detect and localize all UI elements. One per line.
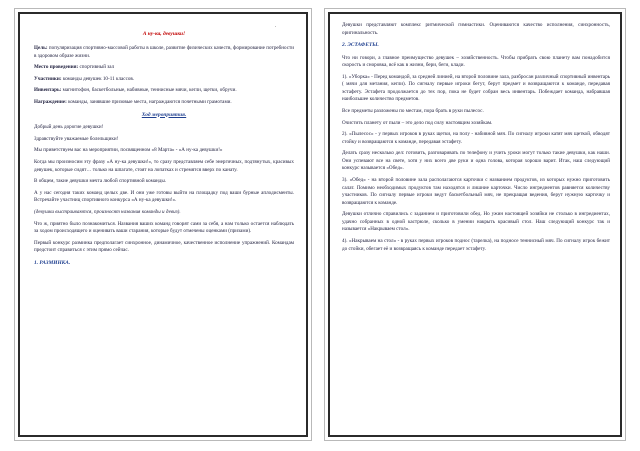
- field-participants-value: команды девушек 10-11 классов.: [61, 75, 135, 82]
- paragraph-first-contest: Первый конкурс разминка предполагает синхронное, динамичное, качественное исполнение упражнений. Командам предстоит справиться с этим прямо сейчас.: [34, 239, 294, 254]
- paragraph-table-setting-lead: Девушки отлично справились с заданием и приготовили обед. Но ужин настоящей хозяйки не столько в ингредиентах, удачно собранных в одной кастрюле, сколько в умении накрыть красивый стол. Наш следующий конкурс так и называется «Накрываем стол».: [342, 211, 610, 233]
- field-participants-label: Участники:: [34, 75, 62, 82]
- field-equipment-label: Инвентарь:: [34, 87, 62, 94]
- paragraph-phrase-description: Когда мы произносим эту фразу «А ну-ка девушки!», то сразу представляем себе энергичных, подтянутых, красивых девушек, которые сидят… только на шпагате, стоят на лопатках и стремятся вверх по канату.: [34, 159, 294, 173]
- paragraph-vacuum-lead-2: Очистить планету от пыли – это дело под силу настоящим хозяйкам.: [342, 119, 493, 126]
- left-page-border: [14, 8, 312, 441]
- field-venue-label: Место проведения:: [34, 64, 79, 71]
- stage-direction: (девушки выстраиваются, произносят названия команды и девиз).: [34, 209, 181, 215]
- left-page-slot: [0, 0, 318, 451]
- left-page: [18, 12, 308, 437]
- paragraph-greeting-1: Добрый день дорогие девушки!: [34, 124, 104, 131]
- right-page: [328, 12, 622, 437]
- right-page-slot: [318, 0, 640, 451]
- paragraph-greeting-2: Здравствуйте уважаемые болельщики!: [34, 135, 119, 142]
- relay-1-cleanup: 1). «Уборка» - Перед командой, за средней линией, на второй половине зала, разбросан различный спортивный инвентарь ( мячи для метания, кегли). По сигналу первые игроки бегут, берут предмет и возвращаются к команде, передавая эстафету. Эстафета продолжается до тех пор, пока не будет собран весь инвентарь. Побеждает команда, набравшая наибольшее количество предметов.: [342, 73, 610, 103]
- document-title: А ну-ка, девушки!: [142, 31, 186, 37]
- section-heading-progress: Ход мероприятия.: [141, 111, 187, 118]
- page-marker-dot: .: [274, 24, 276, 29]
- section-heading-warmup: 1. РАЗМИНКА.: [34, 259, 71, 266]
- paragraph-nice-to-meet: Что ж, приятно было познакомиться. Названия ваших команд говорят сами за себя, а нам только остается наблюдать за ходом происходящего и оценивать ваши старания, которые будут отмечены оценками (призами).: [34, 220, 294, 235]
- paragraph-multitasking: Делать сразу несколько дел: готовить, разговаривать по телефону и учить уроки могут только такие девушки, как наши. Они успевают все на свете, хотя у них всего две руки и одна голова, которая хорошо варит. Итак, наш следующий конкурс называется «Обед».: [342, 150, 610, 172]
- paragraph-welcome: Мы приветствуем вас на мероприятии, посвященном «8 Марта» - «А ну-ка девушки!»: [34, 147, 223, 154]
- relay-2-vacuum: 2). «Пылесос» - у первых игроков в руках щетки, на полу - набивной мяч. По сигналу игроки катят мяч щеткой, обводят стойку и возвращаются к команде, передавая эстафету.: [342, 131, 610, 145]
- relay-3-lunch: 3). «Обед» - на второй половине зала располагаются карточки с названием продуктов, из которых нужно приготовить салат. Помимо необходимых продуктов там находятся и лишние карточки. Число ингредиентов равняется количеству участников. По сигналу первые игроки ведут баскетбольный мяч, не прекращая ведения, берут нужную карточку и возвращаются к команде.: [342, 177, 610, 206]
- field-equipment: [34, 87, 294, 95]
- right-page-border: [324, 8, 626, 441]
- paragraph-housekeeping-intro: Что ни говори, а главное преимущество девушек – хозяйственность. Чтобы прибрать свою планету вам понадобится скорость и сноровка, всё как в жизни, бери, беги, клади.: [342, 54, 610, 69]
- field-venue: [34, 64, 294, 72]
- field-goal-label: Цель:: [34, 45, 48, 52]
- relay-4-set-the-table: 4). «Накрываем на стол» - в руках первых игроков поднос (тарелка), на подносе теннисный мяч. По сигналу игрок бежит до стойки, обегает её и возвращаясь к команде передает эстафету.: [342, 238, 610, 252]
- paragraph-dream-team: В общем, такие девушки мечта любой спортивной команды.: [34, 178, 167, 185]
- section-heading-relays: 2. ЭСТАФЕТЫ.: [342, 42, 379, 49]
- field-awards-value: команды, занявшие призовые места, награждаются почетными грамотами.: [66, 99, 232, 106]
- field-awards: [34, 99, 294, 107]
- field-participants: [34, 76, 294, 84]
- paragraph-vacuum-lead-1: Все предметы разложены по местам, пора брать в руки пылесос.: [342, 108, 484, 114]
- paragraph-two-teams: А у нас сегодня таких команд целых две. И они уже готовы выйти на площадку под ваши бурные аплодисменты. Встречайте участниц спортивного конкурса «А ну-ка девушки!».: [34, 189, 294, 204]
- paragraph-gymnastics-intro: Девушки представляют комплекс ритмической гимнастики. Оцениваются качество исполнения, синхронность, оригинальность.: [342, 22, 610, 36]
- field-goal: [34, 45, 294, 60]
- field-venue-value: спортивный зал: [78, 64, 115, 71]
- field-goal-value: популяризация спортивно-массовой работы в школе, развитие физических качеств, формирование потребности в здоровом образе жизни.: [34, 45, 294, 59]
- field-equipment-value: магнитофон, баскетбольные, набивные, теннисные мячи, кегли, щетки, обручи.: [61, 87, 237, 94]
- field-awards-label: Награждение:: [34, 99, 67, 106]
